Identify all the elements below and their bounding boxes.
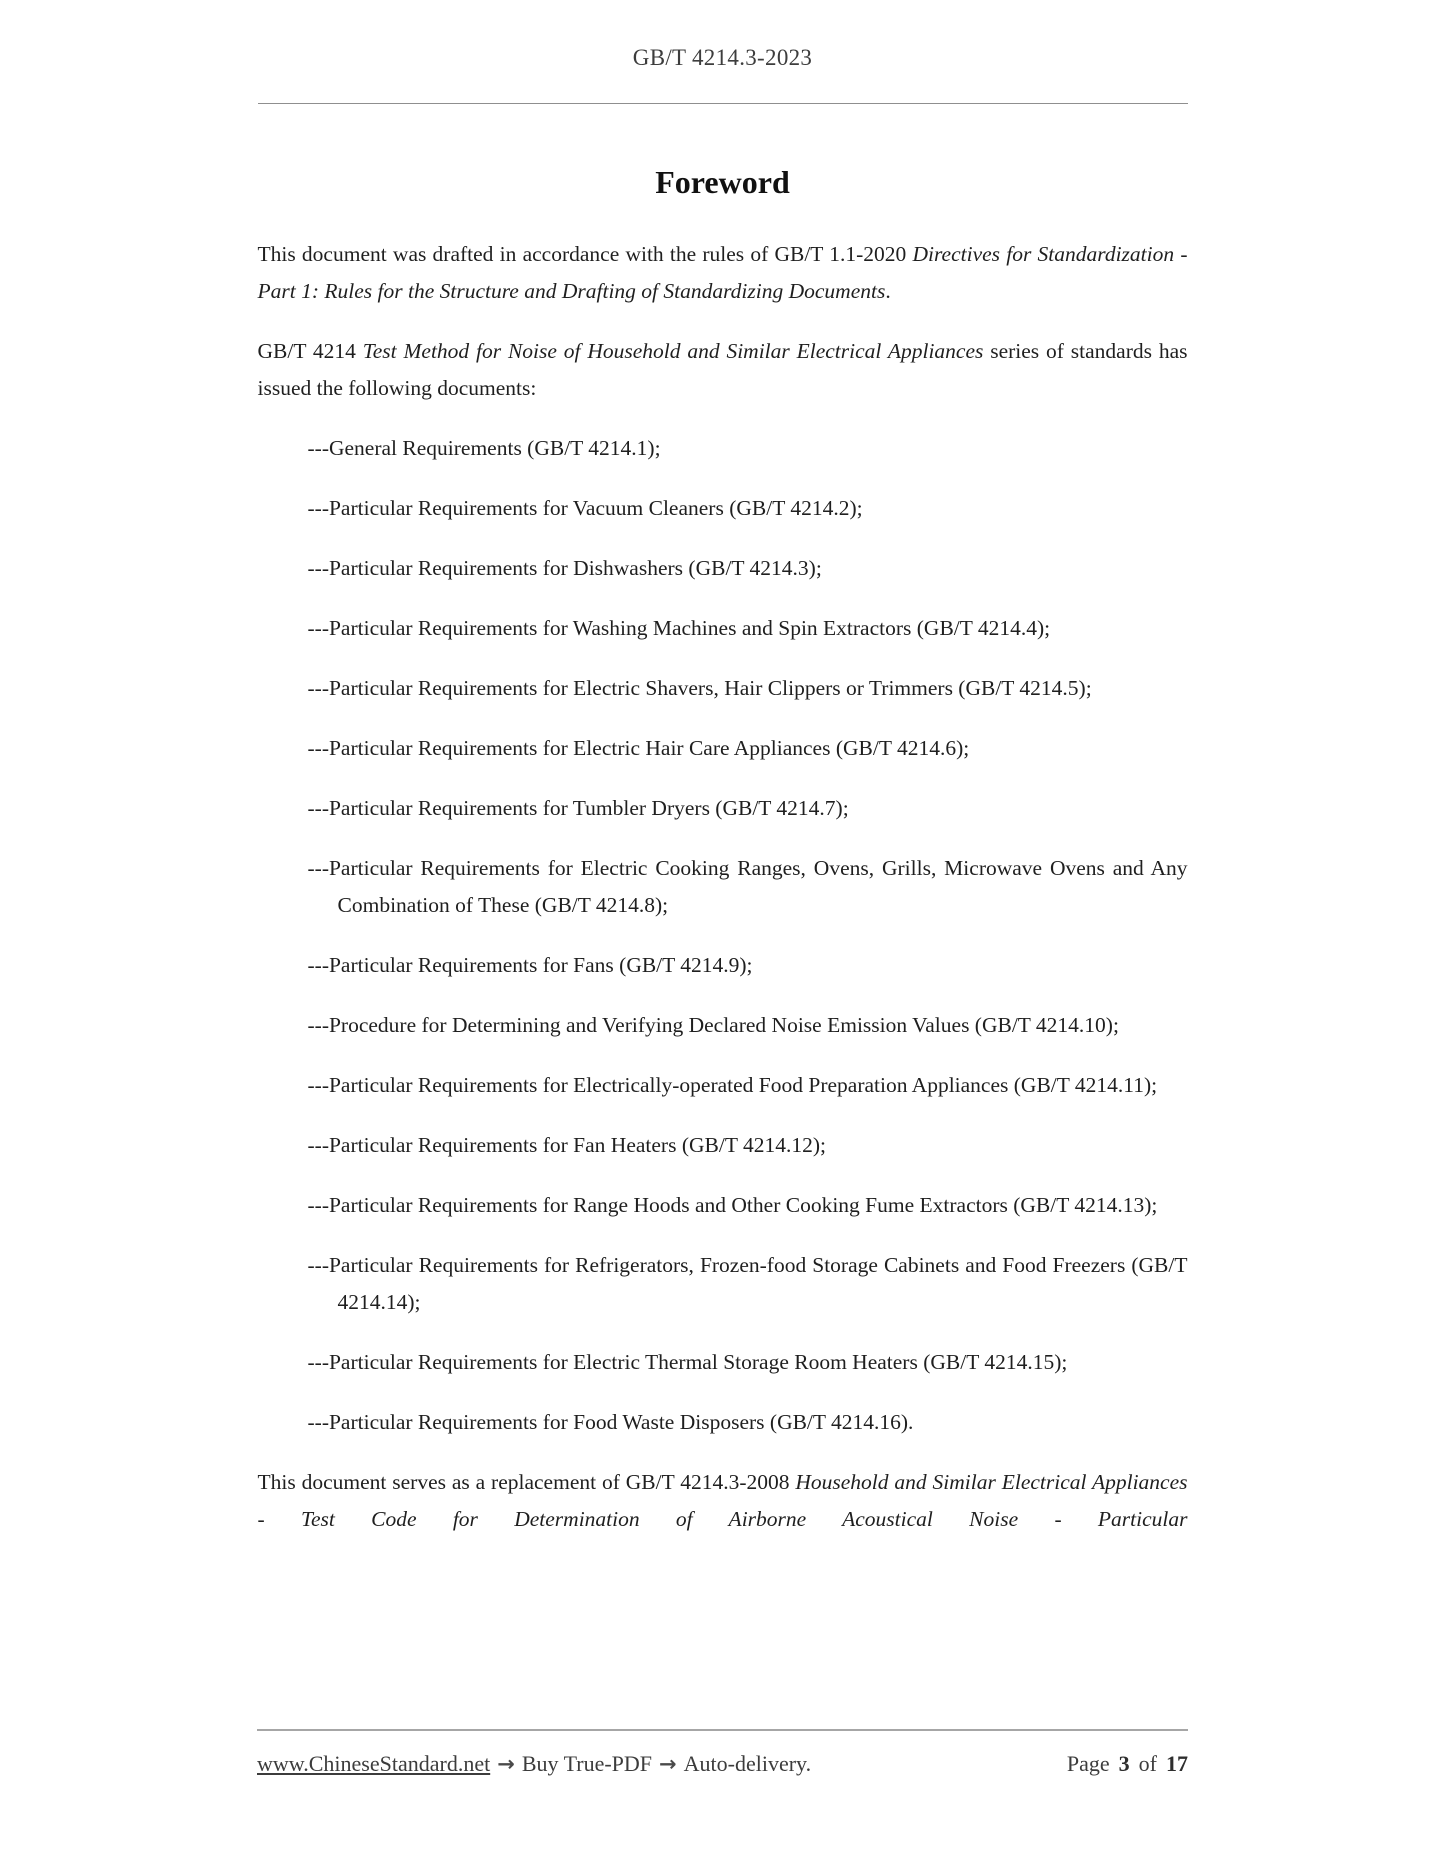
- paragraph-text: GB/T 4214: [257, 339, 363, 363]
- arrow-icon: →: [497, 1752, 515, 1776]
- list-item: ---Particular Requirements for Tumbler Dryers (GB/T 4214.7);: [307, 796, 849, 820]
- list-item: ---Particular Requirements for Food Waste Disposers (GB/T 4214.16).: [307, 1410, 914, 1434]
- standards-list: [258, 430, 1188, 1441]
- list-item: ---Particular Requirements for Washing Machines and Spin Extractors (GB/T 4214.4);: [307, 616, 1051, 640]
- paragraph-text: .: [885, 279, 891, 303]
- of-word: of: [1138, 1751, 1157, 1776]
- paragraph-italic-title: Directives for Standardization - Part 1: Rules for the Structure and Drafting of Standardizing Documents: [257, 242, 1188, 303]
- list-item: ---Particular Requirements for Electric Thermal Storage Room Heaters (GB/T 4214.15);: [307, 1350, 1068, 1374]
- list-item: ---General Requirements (GB/T 4214.1);: [307, 436, 661, 460]
- list-item: ---Particular Requirements for Electrically-operated Food Preparation Appliances (GB/T 4214.11);: [307, 1073, 1158, 1097]
- paragraph-italic-title: Test Method for Noise of Household and Similar Electrical Appliances: [362, 339, 984, 363]
- footer-rule: [257, 1729, 1188, 1731]
- header-rule: [258, 103, 1188, 104]
- list-item: ---Particular Requirements for Refrigerators, Frozen-food Storage Cabinets and Food Freezers (GB/T 4214.14);: [307, 1253, 1188, 1314]
- list-item: ---Particular Requirements for Fans (GB/T 4214.9);: [307, 953, 753, 977]
- list-item: ---Procedure for Determining and Verifying Declared Noise Emission Values (GB/T 4214.10);: [307, 1013, 1119, 1037]
- list-item: ---Particular Requirements for Electric Hair Care Appliances (GB/T 4214.6);: [307, 736, 970, 760]
- footer-left: [257, 1751, 811, 1777]
- buy-pdf-label: Buy True-PDF: [521, 1751, 653, 1776]
- list-item: ---Particular Requirements for Electric Shavers, Hair Clippers or Trimmers (GB/T 4214.5);: [307, 676, 1092, 700]
- list-item: ---Particular Requirements for Vacuum Cleaners (GB/T 4214.2);: [307, 496, 863, 520]
- page-footer: [257, 1751, 1188, 1777]
- paragraph-series-intro: [258, 333, 1188, 407]
- paragraph-replacement-notice: [258, 1464, 1188, 1538]
- list-item: ---Particular Requirements for Dishwashers (GB/T 4214.3);: [307, 556, 822, 580]
- paragraph-text: This document was drafted in accordance with the rules of GB/T 1.1-2020: [257, 242, 913, 266]
- arrow-icon: →: [659, 1752, 677, 1776]
- content-area: [258, 44, 1188, 1538]
- header-doc-number: GB/T 4214.3-2023: [632, 45, 813, 70]
- list-item: ---Particular Requirements for Electric Cooking Ranges, Ovens, Grills, Microwave Ovens and Any Combination of These (GB/T 4214.8);: [307, 856, 1188, 917]
- website-link[interactable]: www.ChineseStandard.net: [257, 1751, 491, 1776]
- paragraph-italic-title: Household and Similar Electrical Appliances - Test Code for Determination of Airborne Acoustical Noise - Particular: [257, 1470, 1188, 1531]
- current-page-number: 3: [1118, 1751, 1130, 1776]
- list-item: ---Particular Requirements for Range Hoods and Other Cooking Fume Extractors (GB/T 4214.13);: [307, 1193, 1158, 1217]
- total-page-number: 17: [1166, 1751, 1188, 1776]
- paragraph-drafting-rules: [258, 236, 1188, 310]
- page-word: Page: [1066, 1751, 1110, 1776]
- paragraph-text: series of standards has issued the following documents:: [257, 339, 1188, 400]
- list-item: ---Particular Requirements for Fan Heaters (GB/T 4214.12);: [307, 1133, 826, 1157]
- paragraph-text: This document serves as a replacement of GB/T 4214.3-2008: [257, 1470, 796, 1494]
- delivery-label: Auto-delivery.: [683, 1751, 812, 1776]
- page-title: Foreword: [655, 164, 790, 200]
- page-indicator: [1067, 1751, 1188, 1777]
